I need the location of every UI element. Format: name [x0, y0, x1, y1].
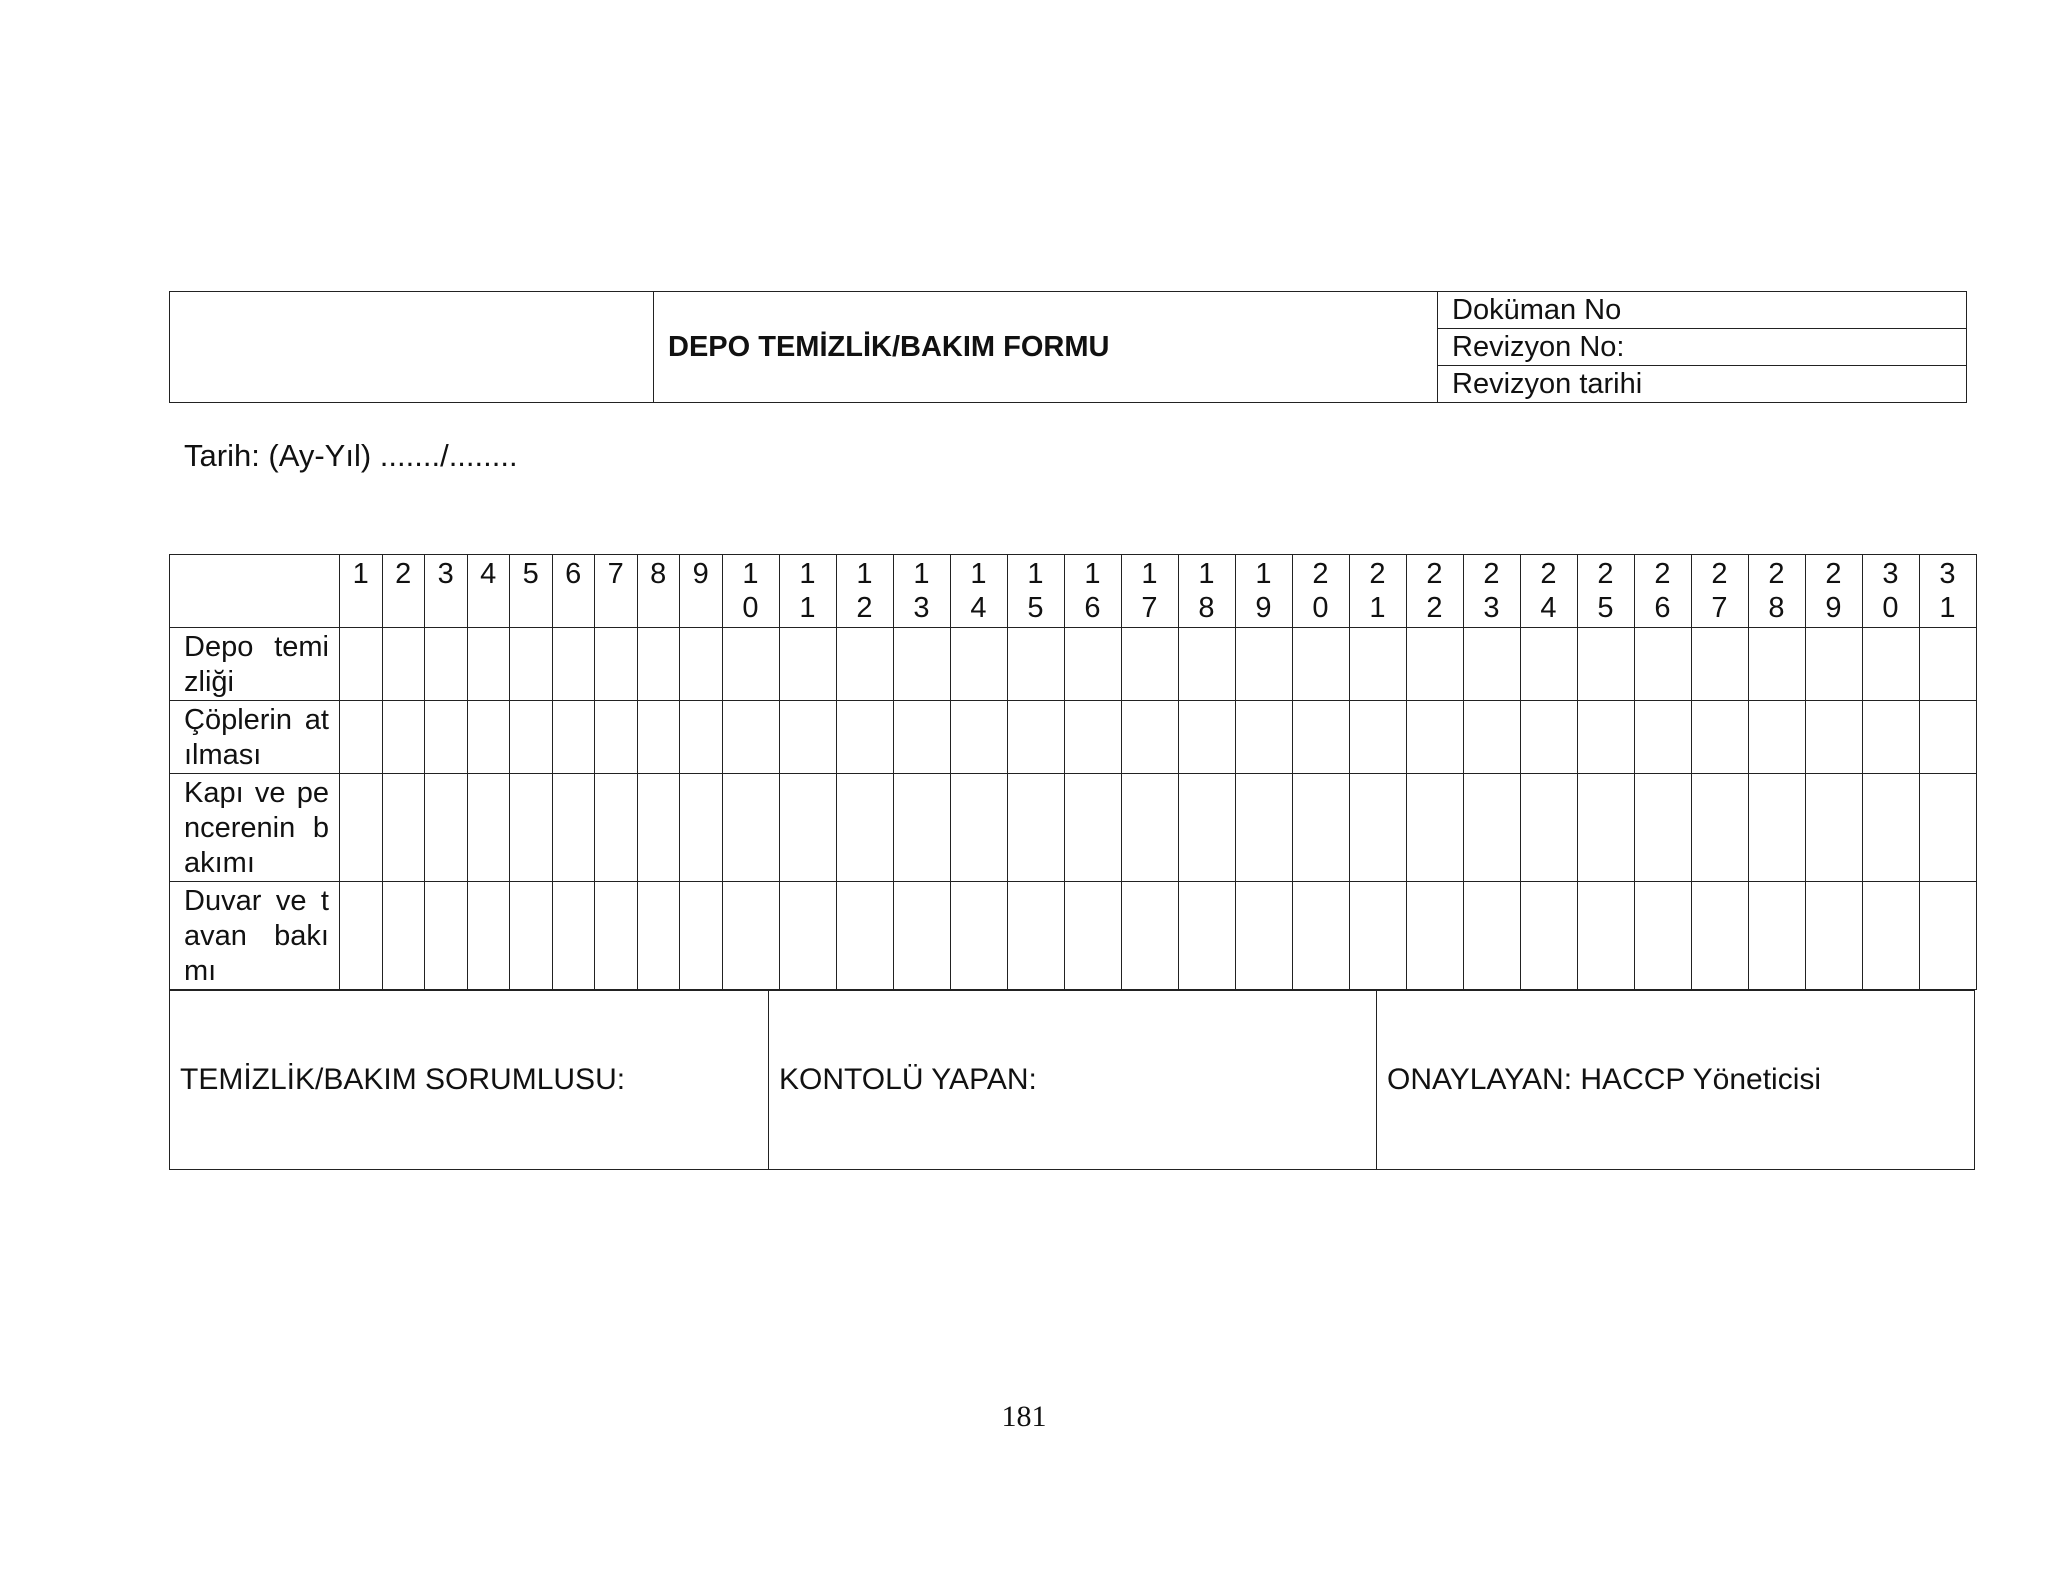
check-cell[interactable] — [467, 774, 510, 882]
check-cell[interactable] — [1235, 774, 1292, 882]
check-cell[interactable] — [1178, 628, 1235, 701]
check-cell[interactable] — [1862, 628, 1919, 701]
check-cell[interactable] — [1406, 701, 1463, 774]
check-cell[interactable] — [1805, 628, 1862, 701]
check-cell[interactable] — [1178, 774, 1235, 882]
check-cell[interactable] — [1691, 882, 1748, 990]
task-label: Çöplerin atılması — [170, 701, 340, 774]
signature-table — [169, 990, 1975, 1170]
check-cell[interactable] — [1007, 774, 1064, 882]
check-cell[interactable] — [1805, 882, 1862, 990]
check-cell[interactable] — [382, 701, 425, 774]
day-header: 2 7 — [1691, 555, 1748, 628]
check-cell[interactable] — [779, 882, 836, 990]
check-cell[interactable] — [1292, 701, 1349, 774]
task-label: Kapı ve pencerenin bakımı — [170, 774, 340, 882]
check-cell[interactable] — [1520, 774, 1577, 882]
check-cell[interactable] — [552, 882, 595, 990]
check-cell[interactable] — [779, 701, 836, 774]
day-header: 1 0 — [722, 555, 779, 628]
check-cell[interactable] — [1577, 628, 1634, 701]
check-cell[interactable] — [722, 774, 779, 882]
check-cell[interactable] — [1406, 628, 1463, 701]
revision-no-label: Revizyon No: — [1438, 329, 1967, 366]
check-cell[interactable] — [680, 882, 723, 990]
check-cell[interactable] — [680, 628, 723, 701]
check-cell[interactable] — [1121, 628, 1178, 701]
day-header: 2 2 — [1406, 555, 1463, 628]
day-header: 8 — [637, 555, 680, 628]
check-cell[interactable] — [340, 882, 383, 990]
check-cell[interactable] — [1007, 882, 1064, 990]
check-cell[interactable] — [1748, 882, 1805, 990]
check-cell[interactable] — [510, 701, 553, 774]
check-cell[interactable] — [1805, 774, 1862, 882]
check-cell[interactable] — [950, 774, 1007, 882]
check-cell[interactable] — [1349, 628, 1406, 701]
check-cell[interactable] — [1121, 701, 1178, 774]
check-cell[interactable] — [1064, 882, 1121, 990]
check-cell[interactable] — [893, 701, 950, 774]
check-cell[interactable] — [1919, 774, 1976, 882]
day-header: 2 3 — [1463, 555, 1520, 628]
day-header: 1 6 — [1064, 555, 1121, 628]
check-cell[interactable] — [1349, 882, 1406, 990]
check-cell[interactable] — [1406, 882, 1463, 990]
check-cell[interactable] — [1235, 882, 1292, 990]
form-header — [169, 291, 1967, 403]
check-cell[interactable] — [680, 701, 723, 774]
task-label: Depo temizliği — [170, 628, 340, 701]
check-cell[interactable] — [552, 628, 595, 701]
check-cell[interactable] — [1520, 628, 1577, 701]
check-cell[interactable] — [1463, 774, 1520, 882]
check-cell[interactable] — [1919, 701, 1976, 774]
check-cell[interactable] — [1178, 701, 1235, 774]
check-cell[interactable] — [779, 774, 836, 882]
check-cell[interactable] — [1007, 701, 1064, 774]
check-cell[interactable] — [1748, 774, 1805, 882]
day-header: 2 8 — [1748, 555, 1805, 628]
check-cell[interactable] — [552, 774, 595, 882]
day-header: 5 — [510, 555, 553, 628]
check-cell[interactable] — [1349, 701, 1406, 774]
check-cell[interactable] — [552, 701, 595, 774]
check-cell[interactable] — [467, 628, 510, 701]
check-cell[interactable] — [1520, 882, 1577, 990]
check-cell[interactable] — [1178, 882, 1235, 990]
responsible-signature[interactable]: TEMİZLİK/BAKIM SORUMLUSU: — [170, 991, 769, 1170]
check-cell[interactable] — [1634, 774, 1691, 882]
day-header: 1 7 — [1121, 555, 1178, 628]
day-header: 1 5 — [1007, 555, 1064, 628]
doc-no-label: Doküman No — [1438, 292, 1967, 329]
check-cell[interactable] — [637, 774, 680, 882]
check-cell[interactable] — [510, 774, 553, 882]
check-cell[interactable] — [467, 882, 510, 990]
check-cell[interactable] — [1121, 774, 1178, 882]
day-header: 1 3 — [893, 555, 950, 628]
day-header: 2 0 — [1292, 555, 1349, 628]
check-cell[interactable] — [1292, 774, 1349, 882]
check-cell[interactable] — [1463, 628, 1520, 701]
check-cell[interactable] — [1121, 882, 1178, 990]
check-cell[interactable] — [1577, 774, 1634, 882]
check-cell[interactable] — [1064, 628, 1121, 701]
revision-date-label: Revizyon tarihi — [1438, 366, 1967, 403]
check-cell[interactable] — [1463, 882, 1520, 990]
check-cell[interactable] — [1862, 882, 1919, 990]
check-cell[interactable] — [340, 628, 383, 701]
check-cell[interactable] — [950, 701, 1007, 774]
check-cell[interactable] — [425, 882, 468, 990]
check-cell[interactable] — [1691, 701, 1748, 774]
check-cell[interactable] — [340, 701, 383, 774]
check-cell[interactable] — [722, 701, 779, 774]
day-header: 1 1 — [779, 555, 836, 628]
check-cell[interactable] — [1235, 701, 1292, 774]
check-cell[interactable] — [1862, 701, 1919, 774]
logo-cell — [170, 292, 654, 403]
check-cell[interactable] — [425, 701, 468, 774]
check-cell[interactable] — [1634, 701, 1691, 774]
check-cell[interactable] — [1634, 882, 1691, 990]
check-cell[interactable] — [836, 774, 893, 882]
check-cell[interactable] — [595, 774, 638, 882]
day-header: 9 — [680, 555, 723, 628]
check-cell[interactable] — [425, 774, 468, 882]
check-cell[interactable] — [1691, 628, 1748, 701]
day-header: 2 6 — [1634, 555, 1691, 628]
day-header: 1 9 — [1235, 555, 1292, 628]
check-cell[interactable] — [722, 628, 779, 701]
day-header: 7 — [595, 555, 638, 628]
check-cell[interactable] — [1064, 774, 1121, 882]
check-cell[interactable] — [1862, 774, 1919, 882]
check-cell[interactable] — [1406, 774, 1463, 882]
check-cell[interactable] — [1520, 701, 1577, 774]
day-header: 1 2 — [836, 555, 893, 628]
page-number: 181 — [1001, 1400, 1047, 1433]
day-header: 2 1 — [1349, 555, 1406, 628]
check-cell[interactable] — [1235, 628, 1292, 701]
check-cell[interactable] — [893, 628, 950, 701]
check-cell[interactable] — [1919, 628, 1976, 701]
check-cell[interactable] — [1463, 701, 1520, 774]
check-cell[interactable] — [382, 774, 425, 882]
check-cell[interactable] — [510, 882, 553, 990]
check-cell[interactable] — [1577, 882, 1634, 990]
check-cell[interactable] — [1748, 628, 1805, 701]
check-cell[interactable] — [595, 701, 638, 774]
check-cell[interactable] — [950, 628, 1007, 701]
check-cell[interactable] — [637, 882, 680, 990]
day-header: 3 — [425, 555, 468, 628]
check-cell[interactable] — [1292, 882, 1349, 990]
check-cell[interactable] — [1691, 774, 1748, 882]
check-cell[interactable] — [1349, 774, 1406, 882]
check-cell[interactable] — [1748, 701, 1805, 774]
day-header: 1 8 — [1178, 555, 1235, 628]
cleaning-grid — [169, 554, 1977, 990]
check-cell[interactable] — [382, 882, 425, 990]
form-title: DEPO TEMİZLİK/BAKIM FORMU — [654, 292, 1438, 403]
check-cell[interactable] — [836, 628, 893, 701]
day-header: 2 4 — [1520, 555, 1577, 628]
day-header: 4 — [467, 555, 510, 628]
day-header: 3 0 — [1862, 555, 1919, 628]
check-cell[interactable] — [1007, 628, 1064, 701]
task-label: Duvar ve tavan bakımı — [170, 882, 340, 990]
check-cell[interactable] — [340, 774, 383, 882]
approver-signature[interactable]: ONAYLAYAN: HACCP Yöneticisi — [1377, 991, 1975, 1170]
controller-signature[interactable]: KONTOLÜ YAPAN: — [769, 991, 1377, 1170]
check-cell[interactable] — [836, 882, 893, 990]
check-cell[interactable] — [950, 882, 1007, 990]
check-cell[interactable] — [637, 701, 680, 774]
day-header: 2 9 — [1805, 555, 1862, 628]
check-cell[interactable] — [595, 628, 638, 701]
check-cell[interactable] — [1805, 701, 1862, 774]
check-cell[interactable] — [836, 701, 893, 774]
day-header: 6 — [552, 555, 595, 628]
check-cell[interactable] — [680, 774, 723, 882]
check-cell[interactable] — [1292, 628, 1349, 701]
day-header: 1 — [340, 555, 383, 628]
check-cell[interactable] — [1064, 701, 1121, 774]
check-cell[interactable] — [637, 628, 680, 701]
check-cell[interactable] — [382, 628, 425, 701]
day-header: 2 — [382, 555, 425, 628]
check-cell[interactable] — [510, 628, 553, 701]
check-cell[interactable] — [893, 774, 950, 882]
check-cell[interactable] — [595, 882, 638, 990]
check-cell[interactable] — [893, 882, 950, 990]
day-header: 3 1 — [1919, 555, 1976, 628]
day-header: 2 5 — [1577, 555, 1634, 628]
check-cell[interactable] — [425, 628, 468, 701]
day-header: 1 4 — [950, 555, 1007, 628]
check-cell[interactable] — [722, 882, 779, 990]
date-line: Tarih: (Ay-Yıl) ......./........ — [184, 438, 518, 473]
check-cell[interactable] — [1634, 628, 1691, 701]
check-cell[interactable] — [467, 701, 510, 774]
check-cell[interactable] — [1919, 882, 1976, 990]
check-cell[interactable] — [1577, 701, 1634, 774]
grid-corner-cell — [170, 555, 340, 628]
check-cell[interactable] — [779, 628, 836, 701]
